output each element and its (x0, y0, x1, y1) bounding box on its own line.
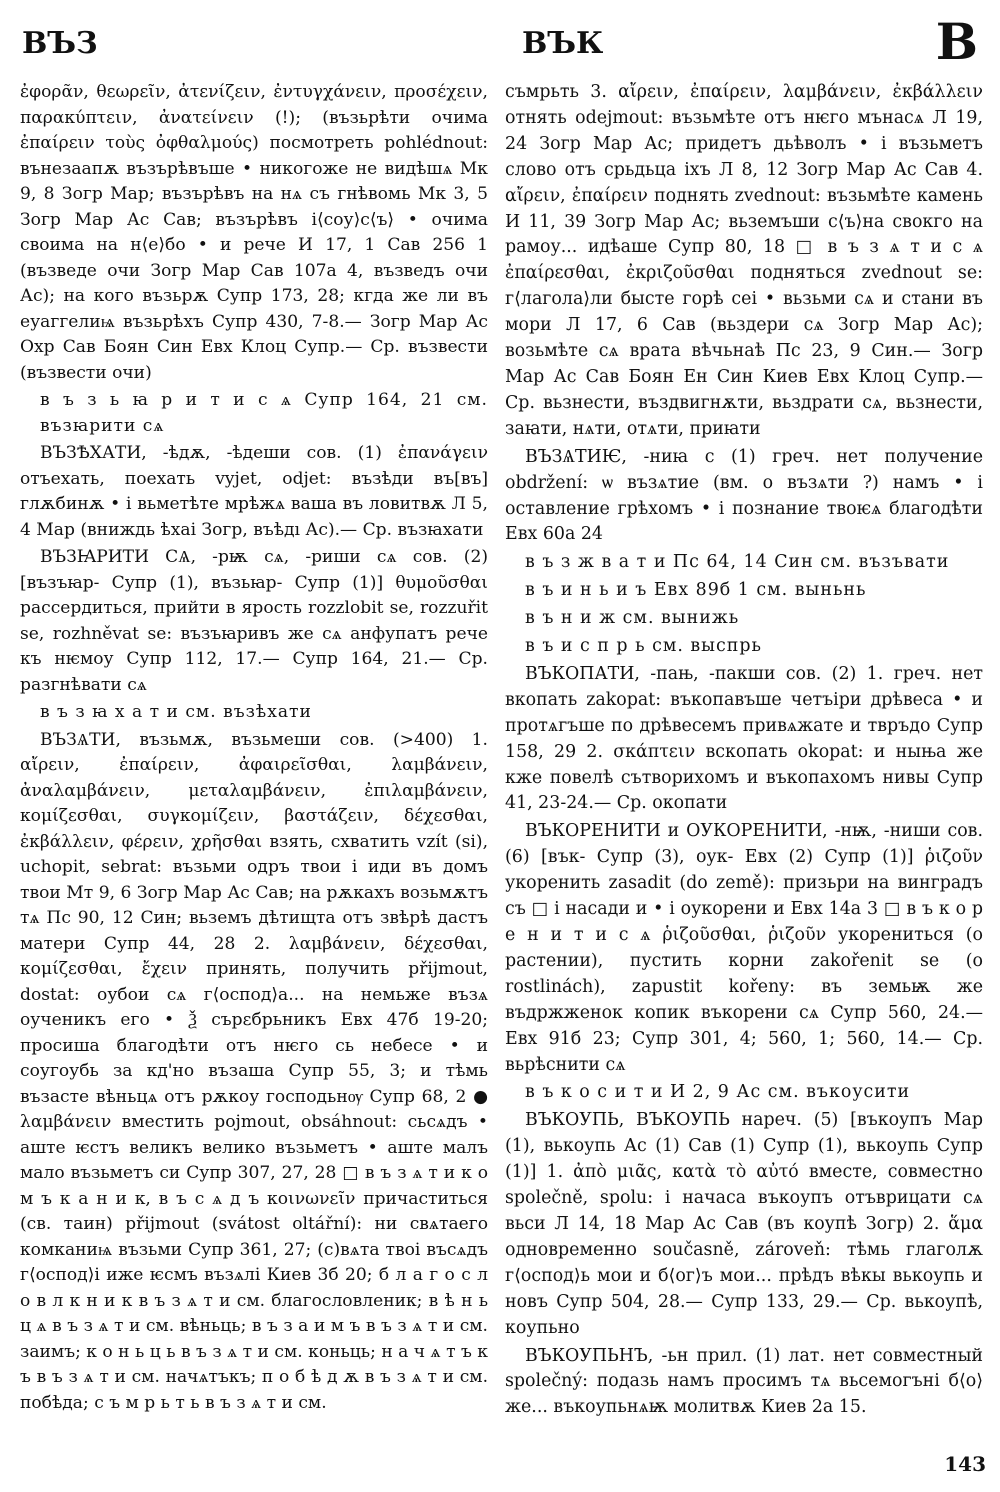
cross-reference: в ъ к о с и т и И 2, 9 Ас см. въкоусити (525, 1082, 911, 1103)
header-section-letter: В (935, 12, 978, 71)
header-center-guide-word: ВЪК (522, 26, 604, 61)
entry-paragraph: ВЪКОРЕНИТИ и ОУКОРЕНИТИ, -нѭ, -ниши сов. (6) [вък- Супр (3), оук- Евх (2) Супр (1)] ῥιζοῦν укоренить zasadit (do země): призьри на винградъ съ □ і насади и • і оукорени и Евх 14а 3 □ в ъ к о р е н и т и с ѧ ῥιζοῦσθαι, ῥιζοῦν укорениться (о растении), пустить корни zakořenit se (o rostlinách), zapustit kořeny: въ земьѭ же въдржженок копик въкорени сѧ Супр 560, 24.— Евх 91б 23; Супр 301, 4; 560, 1; 560, 14.— Ср. вьрѣснити сѧ (505, 821, 983, 1075)
running-header (0, 12, 1000, 72)
left-column (20, 80, 488, 1418)
entry-paragraph: ВЪЗѦТИѤ, -ниꙗ с (1) греч. нет получение obdržení: ѡ възѧтие (вм. о възѧти ?) намъ • і оставление грѣхомъ • і познание твоѥѧ благодѣти Евх 60а 24 (505, 446, 983, 545)
entry-paragraph: ВЪКОУПЬНЪ, -ьн прил. (1) лат. нет совместный společný: подазь намъ просимъ тѧ вьсемогъні б⟨о⟩же... въкоупьнѧѭ молитвѫ Киев 2а 15. (505, 1345, 983, 1418)
entry-paragraph: ВЪЗꙖРИТИ СѦ, -рѭ сѧ, -риши сѧ сов. (2) [възъꙗр- Супр (1), възьꙗр- Супр (1)] θυμοῦσθαι рассердиться, прийти в ярость rozzlobit se, rozzuřit se, rozhněvat se: възъꙗривъ же сѧ анфупатъ рече къ нѥмоу Супр 112, 17.— Супр 164, 21.— Ср. разгнѣвати сѧ (20, 547, 488, 695)
cross-reference: в ъ и с п р ь см. выспрь (525, 636, 762, 657)
entry-paragraph: ВЪЗѦТИ, възьмѫ, възьмеши сов. (>400) 1. αἴρειν, ἐπαίρειν, ἀφαιρεῖσθαι, λαμβάνειν, ἀναλαμβάνειν, μεταλαμβάνειν, ἐπιλαμβάνειν, κομίζεσθαι, συγκομίζειν, βαστάζειν, δέχεσθαι, ἐκβάλλειν, φέρειν, χρῆσθαι взять, схватить vzít (si), uchopit, sebrat: възьми одръ твои і иди въ домъ твои Мт 9, 6 Зогр Мар Ас Сав; на рѫкахъ возьмѫтъ тѧ Пс 90, 12 Син; вьземъ дѣтищта отъ звѣрѣ дастъ матери Супр 44, 28 2. λαμβάνειν, δέχεσθαι, κομίζεσθαι, ἔχειν принять, получить přijmout, dostat: оубои сѧ г⟨оспод⟩а... на немьже възѧ оученикъ его • Ѯ сърεбрьникъ Евх 47б 19-20; просиша благодѣти отъ нѥго сь небесе • и соугоубь за кд'но възаша Супр 55, 3; и тѣмь възасте вѣньцѧ отъ рѫкоу господьнѹ Супр 68, 2 ● λαμβάνειν вместить pojmout, obsáhnout: сьсѧдъ • аште ѥстъ великъ велико възьметъ • аште малъ мало възьметъ си Супр 307, 27, 28 □ в ъ з ѧ т и к о м ъ к а н и к, в ъ с ѧ д ъ κοινωνεῖν причаститься (св. таин) přijmout (svátost oltářní): ни свѧтаего комканиѩ възьми Супр 361, 27; (с)вѧта твоі въсѧдъ г⟨оспод⟩і иже ѥсмъ възѧлі Киев 3б 20; б л а г о с л о в л к н и к в ъ з ѧ т и см. благословленик; в ѣ н ь ц ѧ в ъ з ѧ т и см. вѣньць; в ъ з а и м ъ в ъ з ѧ т и см. заимъ; к о н ь ц ь в ъ з ѧ т и см. коньць; н а ч ѧ т ъ к ъ в ъ з ѧ т и см. начѧтъкъ; п о б ѣ д ѫ в ъ з ѧ т и см. побѣда; с ъ м р ь т ь в ъ з ѧ т и см. (20, 729, 488, 1413)
cross-reference: в ъ з ь ꙗ р и т и с ѧ Супр 164, 21 см. възꙗрити сѧ (40, 390, 488, 436)
entry-paragraph: ἐφορᾶν, θεωρεῖν, ἀτενίζειν, ἐντυγχάνειν, προσέχειν, παρακύπτειν, ἀνατείνειν (!); (възьрѣти очима ἐπαίρειν τοὺς ὀφθαλμούς) посмотреть pohlédnout: вънезаапѫ възърѣвъше • никогоже не видѣшѧ Мк 9, 8 Зогр Мар; възърѣвъ на нѧ съ гнѣвомь Мк 3, 5 Зогр Мар Ас Сав; възърѣвъ і⟨соу⟩с⟨ъ⟩ • очима своима на н⟨е⟩бо • и рече И 17, 1 Сав 256 1 (възведе очи Зогр Мар Сав 107а 4, възведъ очи Ас); на кого възьрѫ Супр 173, 28; кгда же ли въ еуаггелиѩ възьрѣхъ Супр 430, 7-8.— Зогр Мар Ас Охр Сав Боян Син Евх Клоц Супр.— Ср. възвести (възвести очи) (20, 82, 488, 383)
cross-reference: в ъ з ꙗ х а т и см. възѣхати (40, 702, 312, 722)
cross-reference: в ъ и н ь и ъ Евх 89б 1 см. выньнь (525, 580, 867, 601)
entry-paragraph: съмрьть 3. αἴρειν, ἐπαίρειν, λαμβάνειν, ἐκβάλλειν отнять odejmout: възьмѣте отъ нѥго мънасѧ Л 19, 24 Зогр Мар Ас; придетъ дьѣволъ • і възьметъ слово отъ срьдьца іхъ Л 8, 12 Зогр Мар Ас Сав 4. αἴρειν, ἐπαίρειν поднять zvednout: възьмѣте камень И 11, 39 Зогр Мар Ас; вьземъши с⟨ъ⟩на свокго на рамоу... идѣаше Супр 80, 18 □ в ъ з ѧ т и с ѧ ἐπαίρεσθαι, ἐκριζοῦσθαι подняться zvednout se: г⟨лагола⟩ли бысте горѣ сеі • вьзьми сѧ и стани въ мори Л 17, 6 Сав (вьздери сѧ Зогр Мар Ас); возьмѣте сѧ врата вѣчьнаѣ Пс 23, 9 Син.— Зогр Мар Ас Сав Боян Ен Син Киев Евх Клоц Супр.— Ср. вьзнести, въздвигнѫти, вьздрати сѧ, вьзнести, заꙗти, нѧти, отѧти, приꙗти (505, 82, 983, 439)
cross-reference: в ъ з ж в а т и Пс 64, 14 Син см. възъвати (525, 552, 950, 573)
entry-paragraph: ВЪЗѢХАТИ, -ѣдѫ, -ѣдеши сов. (1) ἐπανάγειν отъехать, поехать vyjet, odjet: възѣди въ[въ] глѫбинѫ • і вьметѣте мрѣжѧ ваша въ ловитвѫ Л 5, 4 Мар (вниждь ѣхаі Зогр, въѣдı Ас).— Ср. възꙗхати (20, 443, 488, 540)
entry-paragraph: ВЪКОУПЬ, ВЪКОУПЬ нареч. (5) [въкоупъ Мар (1), вькоупь Ас (1) Сав (1) Супр (1), вькоупь Супр (1)] 1. ἀπὸ μιᾶς, κατὰ τὸ αὐτό вместе, совместно společně, spolu: і начаса въкоупъ отъврицати сѧ вьси Л 14, 18 Мар Ас Сав (въ коупѣ Зогр) 2. ἅμα одновременно současně, zároveň: тѣмь глаголѫ г⟨оспод⟩ь мои и б⟨ог⟩ъ мои... прѣдъ вѣкы вькоупь и новъ Супр 504, 28.— Супр 133, 29.— Ср. вькоупѣ, коупьно (505, 1110, 983, 1338)
right-column (505, 80, 983, 1423)
cross-reference: в ъ н и ж см. вынижь (525, 608, 740, 629)
header-left-guide-word: ВЪЗ (22, 26, 98, 61)
entry-paragraph: ВЪКОПАТИ, -пањ, -пакши сов. (2) 1. греч. нет вкопать zakopat: въкопавъше четъіри дрѣвеса • и протѧгъше по дрѣвесемъ привѧжате и твръдо Супр 158, 29 2. σκάπτειν вскопать okopat: и ныња же кже повелѣ сътворихомъ и въкопахомъ нивы Супр 41, 23-24.— Ср. окопати (505, 663, 983, 814)
page-number: 143 (944, 1452, 986, 1476)
